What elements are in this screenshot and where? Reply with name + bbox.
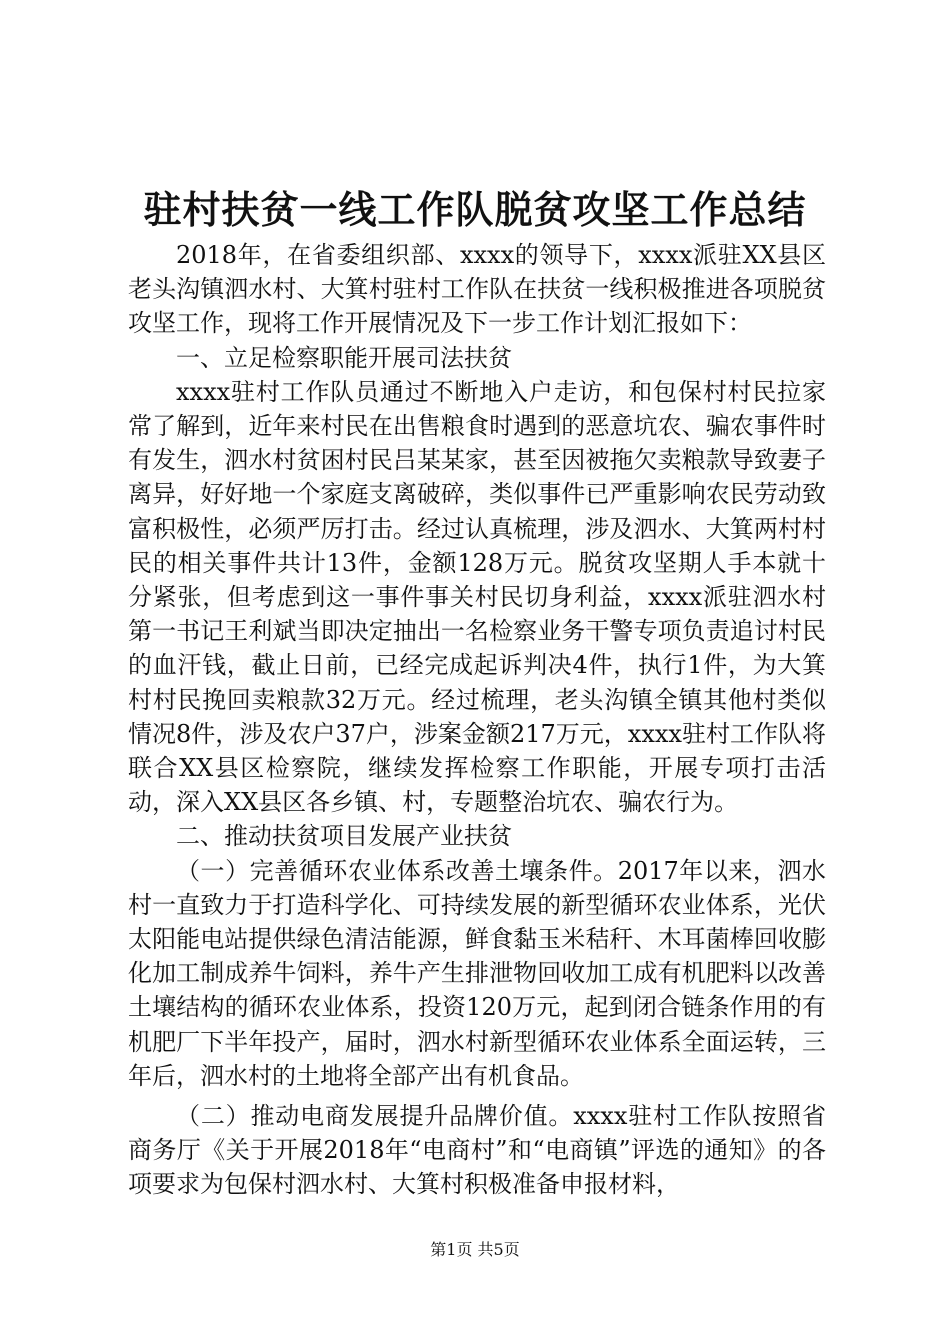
section-1-paragraph: xxxx驻村工作队员通过不断地入户走访，和包保村村民拉家常了解到，近年来村民在出售粮食时遇到的恶意坑农、骗农事件时有发生，泗水村贫困村民吕某某家，甚至因被拖欠卖粮款导致妻子离异，好好地一个家庭支离破碎，类似事件已严重影响农民劳动致富积极性，必须严厉打击。经过认真梳理，涉及泗水、大箕两村村民的相关事件共计13件，金额128万元。脱贫攻坚期人手本就十分紧张，但考虑到这一事件事关村民切身利益，xxxx派驻泗水村第一书记王利斌当即决定抽出一名检察业务干警专项负责追讨村民的血汗钱，截止日前，已经完成起诉判决4件，执行1件，为大箕村村民挽回卖粮款32万元。经过梳理，老头沟镇全镇其他村类似情况8件，涉及农户37户，涉案金额217万元，xxxx驻村工作队将联合XX县区检察院，继续发挥检察工作职能，开展专项打击活动，深入XX县区各乡镇、村，专题整治坑农、骗农行为。 <box>128 377 826 817</box>
document-title: 驻村扶贫一线工作队脱贫攻坚工作总结 <box>143 187 807 232</box>
intro-paragraph: 2018年，在省委组织部、xxxx的领导下，xxxx派驻XX县区老头沟镇泗水村、大箕村驻村工作队在扶贫一线积极推进各项脱贫攻坚工作，现将工作开展情况及下一步工作计划汇报如下： <box>128 241 826 338</box>
subsection-1-paragraph: （一）完善循环农业体系改善土壤条件。2017年以来，泗水村一直致力于打造科学化、可持续发展的新型循环农业体系，光伏太阳能电站提供绿色清洁能源，鲜食黏玉米秸秆、木耳菌棒回收膨化加工制成养牛饲料，养牛产生排泄物回收加工成有机肥料以改善土壤结构的循环农业体系，投资120万元，起到闭合链条作用的有机肥厂下半年投产，届时，泗水村新型循环农业体系全面运转，三年后，泗水村的土地将全部产出有机食品。 <box>128 856 826 1090</box>
section-heading-2: 二、推动扶贫项目发展产业扶贫 <box>176 822 512 851</box>
subsection-2-paragraph: （二）推动电商发展提升品牌价值。xxxx驻村工作队按照省商务厅《关于开展2018年“电商村”和“电商镇”评选的通知》的各项要求为包保村泗水村、大箕村积极准备申报材料， <box>128 1102 826 1199</box>
section-heading-1: 一、立足检察职能开展司法扶贫 <box>176 343 512 372</box>
document-body <box>128 238 826 1202</box>
page-number-footer: 第1页 共5页 <box>430 1240 520 1259</box>
